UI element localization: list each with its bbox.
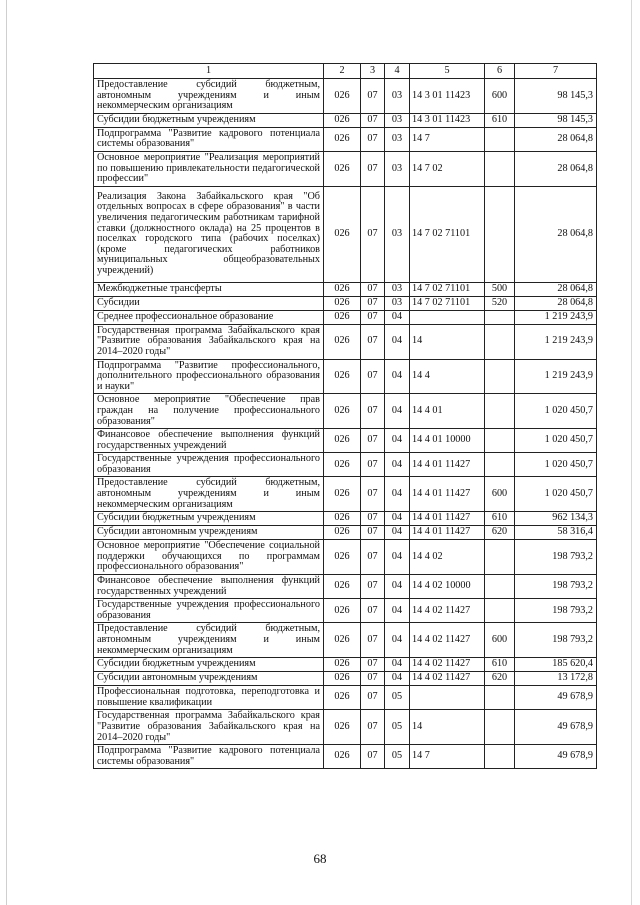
row-section-cell: 07 — [361, 282, 385, 296]
row-section-cell: 07 — [361, 599, 385, 623]
row-amount-cell: 198 793,2 — [515, 599, 597, 623]
row-subsection-cell: 04 — [385, 477, 410, 512]
row-expense-type-cell: 520 — [485, 296, 515, 310]
row-target-article-cell: 14 3 01 11423 — [410, 79, 485, 114]
header-cell: 7 — [515, 64, 597, 79]
row-amount-cell: 28 064,8 — [515, 282, 597, 296]
table-row — [94, 599, 597, 623]
table-row — [94, 658, 597, 672]
row-section-cell: 07 — [361, 477, 385, 512]
row-ministry-code-cell: 026 — [324, 512, 361, 526]
row-amount-cell: 185 620,4 — [515, 658, 597, 672]
table-row — [94, 296, 597, 310]
table-row — [94, 575, 597, 599]
row-section-cell: 07 — [361, 394, 385, 429]
row-amount-cell: 49 678,9 — [515, 686, 597, 710]
table-row — [94, 324, 597, 359]
row-expense-type-cell — [485, 359, 515, 394]
row-ministry-code-cell: 026 — [324, 672, 361, 686]
row-ministry-code-cell: 026 — [324, 453, 361, 477]
row-section-cell: 07 — [361, 359, 385, 394]
row-expense-type-cell: 600 — [485, 477, 515, 512]
row-target-article-cell: 14 4 02 11427 — [410, 658, 485, 672]
row-amount-cell: 198 793,2 — [515, 575, 597, 599]
row-name-cell: Финансовое обеспечение выполнения функций государственных учреждений — [94, 575, 324, 599]
row-expense-type-cell — [485, 394, 515, 429]
row-ministry-code-cell: 026 — [324, 623, 361, 658]
row-expense-type-cell: 620 — [485, 526, 515, 540]
table-row — [94, 512, 597, 526]
row-section-cell: 07 — [361, 310, 385, 324]
row-expense-type-cell: 600 — [485, 79, 515, 114]
row-expense-type-cell — [485, 127, 515, 151]
table-header-row — [94, 64, 597, 79]
row-ministry-code-cell: 026 — [324, 745, 361, 769]
table-row — [94, 477, 597, 512]
header-cell: 2 — [324, 64, 361, 79]
row-subsection-cell: 04 — [385, 599, 410, 623]
row-target-article-cell: 14 7 02 71101 — [410, 282, 485, 296]
row-name-cell: Финансовое обеспечение выполнения функций государственных учреждений — [94, 429, 324, 453]
row-ministry-code-cell: 026 — [324, 324, 361, 359]
row-ministry-code-cell: 026 — [324, 710, 361, 745]
row-expense-type-cell: 620 — [485, 672, 515, 686]
table-row — [94, 623, 597, 658]
row-section-cell: 07 — [361, 658, 385, 672]
row-subsection-cell: 04 — [385, 359, 410, 394]
row-amount-cell: 98 145,3 — [515, 79, 597, 114]
table-row — [94, 186, 597, 282]
row-subsection-cell: 05 — [385, 745, 410, 769]
row-target-article-cell: 14 4 01 10000 — [410, 429, 485, 453]
row-target-article-cell: 14 4 01 11427 — [410, 453, 485, 477]
row-subsection-cell: 04 — [385, 453, 410, 477]
row-expense-type-cell — [485, 575, 515, 599]
row-ministry-code-cell: 026 — [324, 429, 361, 453]
row-target-article-cell: 14 4 02 11427 — [410, 623, 485, 658]
row-name-cell: Субсидии автономным учреждениям — [94, 672, 324, 686]
table-row — [94, 540, 597, 575]
row-name-cell: Субсидии бюджетным учреждениям — [94, 658, 324, 672]
row-amount-cell: 28 064,8 — [515, 296, 597, 310]
row-target-article-cell: 14 4 01 11427 — [410, 477, 485, 512]
row-ministry-code-cell: 026 — [324, 151, 361, 186]
row-name-cell: Подпрограмма "Развитие кадрового потенциала системы образования" — [94, 127, 324, 151]
row-name-cell: Предоставление субсидий бюджетным, автономным учреждениям и иным некоммерческим организациям — [94, 623, 324, 658]
row-amount-cell: 28 064,8 — [515, 151, 597, 186]
row-section-cell: 07 — [361, 186, 385, 282]
row-section-cell: 07 — [361, 710, 385, 745]
row-subsection-cell: 03 — [385, 151, 410, 186]
row-expense-type-cell: 610 — [485, 658, 515, 672]
row-amount-cell: 198 793,2 — [515, 623, 597, 658]
header-cell: 4 — [385, 64, 410, 79]
row-amount-cell: 49 678,9 — [515, 710, 597, 745]
row-amount-cell: 28 064,8 — [515, 186, 597, 282]
row-expense-type-cell — [485, 186, 515, 282]
row-expense-type-cell — [485, 710, 515, 745]
row-name-cell: Реализация Закона Забайкальского края "Об отдельных вопросах в сфере образования" в части увеличения педагогическим работникам тарифной ставки (должностного оклада) на 25 процентов в поселках городского типа (рабочих поселках) (кроме педагогических работников муниципальных общеобразовательных учреждений) — [94, 186, 324, 282]
row-amount-cell: 1 020 450,7 — [515, 429, 597, 453]
page-number: 68 — [313, 851, 327, 866]
table-row — [94, 310, 597, 324]
row-subsection-cell: 03 — [385, 186, 410, 282]
row-ministry-code-cell: 026 — [324, 282, 361, 296]
table-row — [94, 359, 597, 394]
row-target-article-cell: 14 — [410, 710, 485, 745]
row-name-cell: Государственная программа Забайкальского края "Развитие образования Забайкальского края на 2014–2020 годы" — [94, 324, 324, 359]
row-expense-type-cell — [485, 686, 515, 710]
row-expense-type-cell: 610 — [485, 113, 515, 127]
row-target-article-cell: 14 7 02 — [410, 151, 485, 186]
table-row — [94, 710, 597, 745]
header-cell: 6 — [485, 64, 515, 79]
row-name-cell: Субсидии бюджетным учреждениям — [94, 113, 324, 127]
row-subsection-cell: 03 — [385, 79, 410, 114]
row-ministry-code-cell: 026 — [324, 658, 361, 672]
row-section-cell: 07 — [361, 512, 385, 526]
row-subsection-cell: 04 — [385, 672, 410, 686]
row-subsection-cell: 05 — [385, 686, 410, 710]
row-amount-cell: 28 064,8 — [515, 127, 597, 151]
row-expense-type-cell — [485, 599, 515, 623]
row-amount-cell: 198 793,2 — [515, 540, 597, 575]
row-name-cell: Подпрограмма "Развитие кадрового потенциала системы образования" — [94, 745, 324, 769]
header-cell: 1 — [94, 64, 324, 79]
row-section-cell: 07 — [361, 324, 385, 359]
row-ministry-code-cell: 026 — [324, 394, 361, 429]
header-cell: 3 — [361, 64, 385, 79]
row-target-article-cell — [410, 310, 485, 324]
row-section-cell: 07 — [361, 296, 385, 310]
row-name-cell: Основное мероприятие "Реализация мероприятий по повышению привлекательности педагогической профессии" — [94, 151, 324, 186]
row-ministry-code-cell: 026 — [324, 310, 361, 324]
row-amount-cell: 13 172,8 — [515, 672, 597, 686]
row-subsection-cell: 04 — [385, 540, 410, 575]
row-subsection-cell: 04 — [385, 310, 410, 324]
row-expense-type-cell: 500 — [485, 282, 515, 296]
row-section-cell: 07 — [361, 526, 385, 540]
budget-table — [93, 63, 597, 769]
row-amount-cell: 49 678,9 — [515, 745, 597, 769]
row-ministry-code-cell: 026 — [324, 477, 361, 512]
row-section-cell: 07 — [361, 672, 385, 686]
row-ministry-code-cell: 026 — [324, 113, 361, 127]
row-name-cell: Профессиональная подготовка, переподготовка и повышение квалификации — [94, 686, 324, 710]
row-expense-type-cell: 600 — [485, 623, 515, 658]
row-amount-cell: 1 219 243,9 — [515, 359, 597, 394]
table-row — [94, 429, 597, 453]
row-subsection-cell: 04 — [385, 429, 410, 453]
row-section-cell: 07 — [361, 113, 385, 127]
row-name-cell: Предоставление субсидий бюджетным, автономным учреждениям и иным некоммерческим организациям — [94, 79, 324, 114]
table-row — [94, 127, 597, 151]
row-subsection-cell: 04 — [385, 324, 410, 359]
row-ministry-code-cell: 026 — [324, 540, 361, 575]
row-expense-type-cell — [485, 429, 515, 453]
page-edge-right — [631, 0, 632, 905]
row-target-article-cell: 14 4 02 11427 — [410, 672, 485, 686]
row-amount-cell: 58 316,4 — [515, 526, 597, 540]
table-row — [94, 151, 597, 186]
row-section-cell: 07 — [361, 575, 385, 599]
row-expense-type-cell — [485, 745, 515, 769]
row-section-cell: 07 — [361, 686, 385, 710]
row-subsection-cell: 05 — [385, 710, 410, 745]
row-subsection-cell: 04 — [385, 394, 410, 429]
row-name-cell: Подпрограмма "Развитие профессионального, дополнительного профессионального образования и науки" — [94, 359, 324, 394]
row-target-article-cell: 14 7 02 71101 — [410, 186, 485, 282]
row-name-cell: Межбюджетные трансферты — [94, 282, 324, 296]
row-name-cell: Основное мероприятие "Обеспечение прав граждан на получение профессионального образования" — [94, 394, 324, 429]
table-row — [94, 686, 597, 710]
row-target-article-cell: 14 7 — [410, 745, 485, 769]
row-section-cell: 07 — [361, 151, 385, 186]
page-edge-left — [6, 0, 7, 905]
row-ministry-code-cell: 026 — [324, 526, 361, 540]
table-row — [94, 79, 597, 114]
row-name-cell: Субсидии бюджетным учреждениям — [94, 512, 324, 526]
row-subsection-cell: 03 — [385, 282, 410, 296]
row-section-cell: 07 — [361, 745, 385, 769]
row-name-cell: Государственные учреждения профессионального образования — [94, 453, 324, 477]
row-section-cell: 07 — [361, 127, 385, 151]
row-ministry-code-cell: 026 — [324, 686, 361, 710]
row-target-article-cell: 14 4 02 10000 — [410, 575, 485, 599]
row-amount-cell: 1 020 450,7 — [515, 477, 597, 512]
row-section-cell: 07 — [361, 623, 385, 658]
row-target-article-cell: 14 4 01 11427 — [410, 512, 485, 526]
row-expense-type-cell — [485, 453, 515, 477]
row-ministry-code-cell: 026 — [324, 186, 361, 282]
row-section-cell: 07 — [361, 429, 385, 453]
row-amount-cell: 1 020 450,7 — [515, 453, 597, 477]
row-ministry-code-cell: 026 — [324, 359, 361, 394]
row-expense-type-cell — [485, 540, 515, 575]
row-expense-type-cell — [485, 324, 515, 359]
row-expense-type-cell — [485, 151, 515, 186]
row-name-cell: Субсидии автономным учреждениям — [94, 526, 324, 540]
row-target-article-cell — [410, 686, 485, 710]
row-name-cell: Субсидии — [94, 296, 324, 310]
row-subsection-cell: 04 — [385, 526, 410, 540]
row-amount-cell: 962 134,3 — [515, 512, 597, 526]
table-row — [94, 282, 597, 296]
row-name-cell: Предоставление субсидий бюджетным, автономным учреждениям и иным некоммерческим организациям — [94, 477, 324, 512]
row-section-cell: 07 — [361, 453, 385, 477]
row-subsection-cell: 04 — [385, 575, 410, 599]
row-name-cell: Государственная программа Забайкальского края "Развитие образования Забайкальского края на 2014–2020 годы" — [94, 710, 324, 745]
row-target-article-cell: 14 4 — [410, 359, 485, 394]
table-row — [94, 526, 597, 540]
row-name-cell: Государственные учреждения профессионального образования — [94, 599, 324, 623]
row-subsection-cell: 03 — [385, 127, 410, 151]
row-subsection-cell: 04 — [385, 658, 410, 672]
table-row — [94, 745, 597, 769]
row-target-article-cell: 14 3 01 11423 — [410, 113, 485, 127]
table-row — [94, 394, 597, 429]
row-subsection-cell: 03 — [385, 113, 410, 127]
row-target-article-cell: 14 4 02 — [410, 540, 485, 575]
row-subsection-cell: 04 — [385, 623, 410, 658]
row-target-article-cell: 14 7 — [410, 127, 485, 151]
row-amount-cell: 1 020 450,7 — [515, 394, 597, 429]
row-target-article-cell: 14 7 02 71101 — [410, 296, 485, 310]
row-subsection-cell: 04 — [385, 512, 410, 526]
row-ministry-code-cell: 026 — [324, 296, 361, 310]
row-name-cell: Основное мероприятие "Обеспечение социальной поддержки обучающихся по программам профессионального образования" — [94, 540, 324, 575]
row-ministry-code-cell: 026 — [324, 127, 361, 151]
row-section-cell: 07 — [361, 79, 385, 114]
row-section-cell: 07 — [361, 540, 385, 575]
table-row — [94, 453, 597, 477]
table-row — [94, 672, 597, 686]
row-amount-cell: 1 219 243,9 — [515, 310, 597, 324]
row-target-article-cell: 14 4 02 11427 — [410, 599, 485, 623]
row-target-article-cell: 14 4 01 — [410, 394, 485, 429]
row-subsection-cell: 03 — [385, 296, 410, 310]
row-amount-cell: 1 219 243,9 — [515, 324, 597, 359]
row-expense-type-cell — [485, 310, 515, 324]
row-name-cell: Среднее профессиональное образование — [94, 310, 324, 324]
row-ministry-code-cell: 026 — [324, 575, 361, 599]
row-ministry-code-cell: 026 — [324, 599, 361, 623]
table-row — [94, 113, 597, 127]
row-target-article-cell: 14 — [410, 324, 485, 359]
row-expense-type-cell: 610 — [485, 512, 515, 526]
row-amount-cell: 98 145,3 — [515, 113, 597, 127]
row-target-article-cell: 14 4 01 11427 — [410, 526, 485, 540]
row-ministry-code-cell: 026 — [324, 79, 361, 114]
header-cell: 5 — [410, 64, 485, 79]
